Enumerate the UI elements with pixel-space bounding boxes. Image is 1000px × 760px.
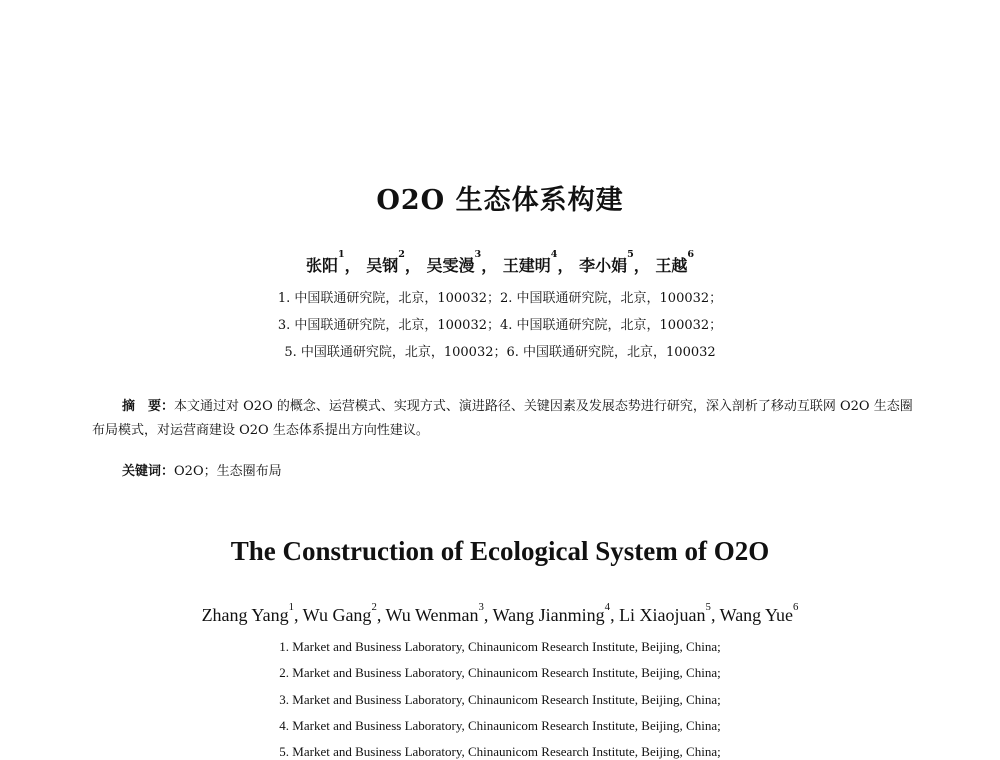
chinese-keywords (122, 460, 282, 479)
cn-author-name: 李小娟 (579, 256, 628, 275)
cn-author-sup: 5 (627, 249, 634, 260)
en-author-name: Wang Jianming (492, 605, 605, 625)
cn-author-name: 吴钢 (366, 256, 399, 275)
chinese-authors: 张阳$^1$， 吴钢$^2$， 吴雯漫$^3$， 王建明$^4$， 李小娟$^5$， 王越$^6$ (305, 249, 695, 275)
en-author-sup: 2 (371, 601, 377, 613)
en-author-sup: 1 (288, 601, 294, 613)
keywords-label: 关键词： (122, 464, 175, 479)
abstract-label: 摘 要： (122, 399, 175, 414)
cn-author-sup: 2 (398, 249, 405, 260)
en-author-sup: 5 (705, 601, 711, 613)
en-author-name: Li Xiaojuan (619, 605, 706, 625)
cn-author-sup: 3 (474, 249, 482, 260)
en-author-name: Wu Gang (302, 605, 372, 625)
english-authors: Zhang Yang$^1$, Wu Gang$^2$, Wu Wenman$^3$, Wang Jianming$^4$, Li Xiaojuan$^5$, Wang Yue$^6$ (201, 601, 799, 625)
en-author-sup: 4 (604, 601, 611, 613)
cn-affiliation-line: 1. 中国联通研究院，北京，100032；2. 中国联通研究院，北京，100032； (277, 291, 723, 306)
cn-author-name: 张阳 (305, 256, 338, 275)
en-author-name: Wang Yue (719, 605, 794, 625)
cn-author-name: 吴雯漫 (426, 256, 475, 275)
en-affiliation-line: 2. Market and Business Laboratory, Chinaunicom Research Institute, Beijing, China; (279, 665, 721, 680)
en-author-sup: 6 (793, 601, 799, 613)
en-affiliation-line: 1. Market and Business Laboratory, Chinaunicom Research Institute, Beijing, China; (279, 639, 721, 654)
cn-author-sup: 6 (687, 249, 695, 260)
abstract-text: 本文通过对 O2O 的概念、运营模式、实现方式、演进路径、关键因素及发展态势进行研究，深入剖析了移动互联网 O2O 生态圈布局模式，对运营商建设 O2O 生态体系提出方向性建议。 (92, 399, 913, 438)
en-author-name: Zhang Yang (201, 605, 289, 625)
en-affiliation-line: 4. Market and Business Laboratory, Chinaunicom Research Institute, Beijing, China; (279, 718, 721, 733)
cn-affiliation-line: 5. 中国联通研究院，北京，100032；6. 中国联通研究院，北京，100032 (284, 345, 716, 360)
en-affiliation-line: 3. Market and Business Laboratory, Chinaunicom Research Institute, Beijing, China; (279, 692, 721, 707)
en-author-sup: 3 (478, 601, 484, 613)
cn-author-sup: 4 (550, 249, 558, 260)
en-affiliation-line: 5. Market and Business Laboratory, Chinaunicom Research Institute, Beijing, China; (279, 744, 721, 759)
keywords-text: O2O；生态圈布局 (174, 464, 282, 479)
cn-affiliation-line: 3. 中国联通研究院，北京，100032；4. 中国联通研究院，北京，100032； (277, 318, 723, 333)
en-author-name: Wu Wenman (385, 605, 479, 625)
cn-author-name: 王建明 (502, 256, 551, 275)
chinese-abstract (92, 395, 922, 443)
english-title: The Construction of Ecological System of O2O (230, 536, 770, 566)
cn-author-sup: 1 (337, 249, 345, 260)
cn-author-name: 王越 (655, 256, 688, 275)
chinese-title: O2O 生态体系构建 (376, 185, 624, 216)
